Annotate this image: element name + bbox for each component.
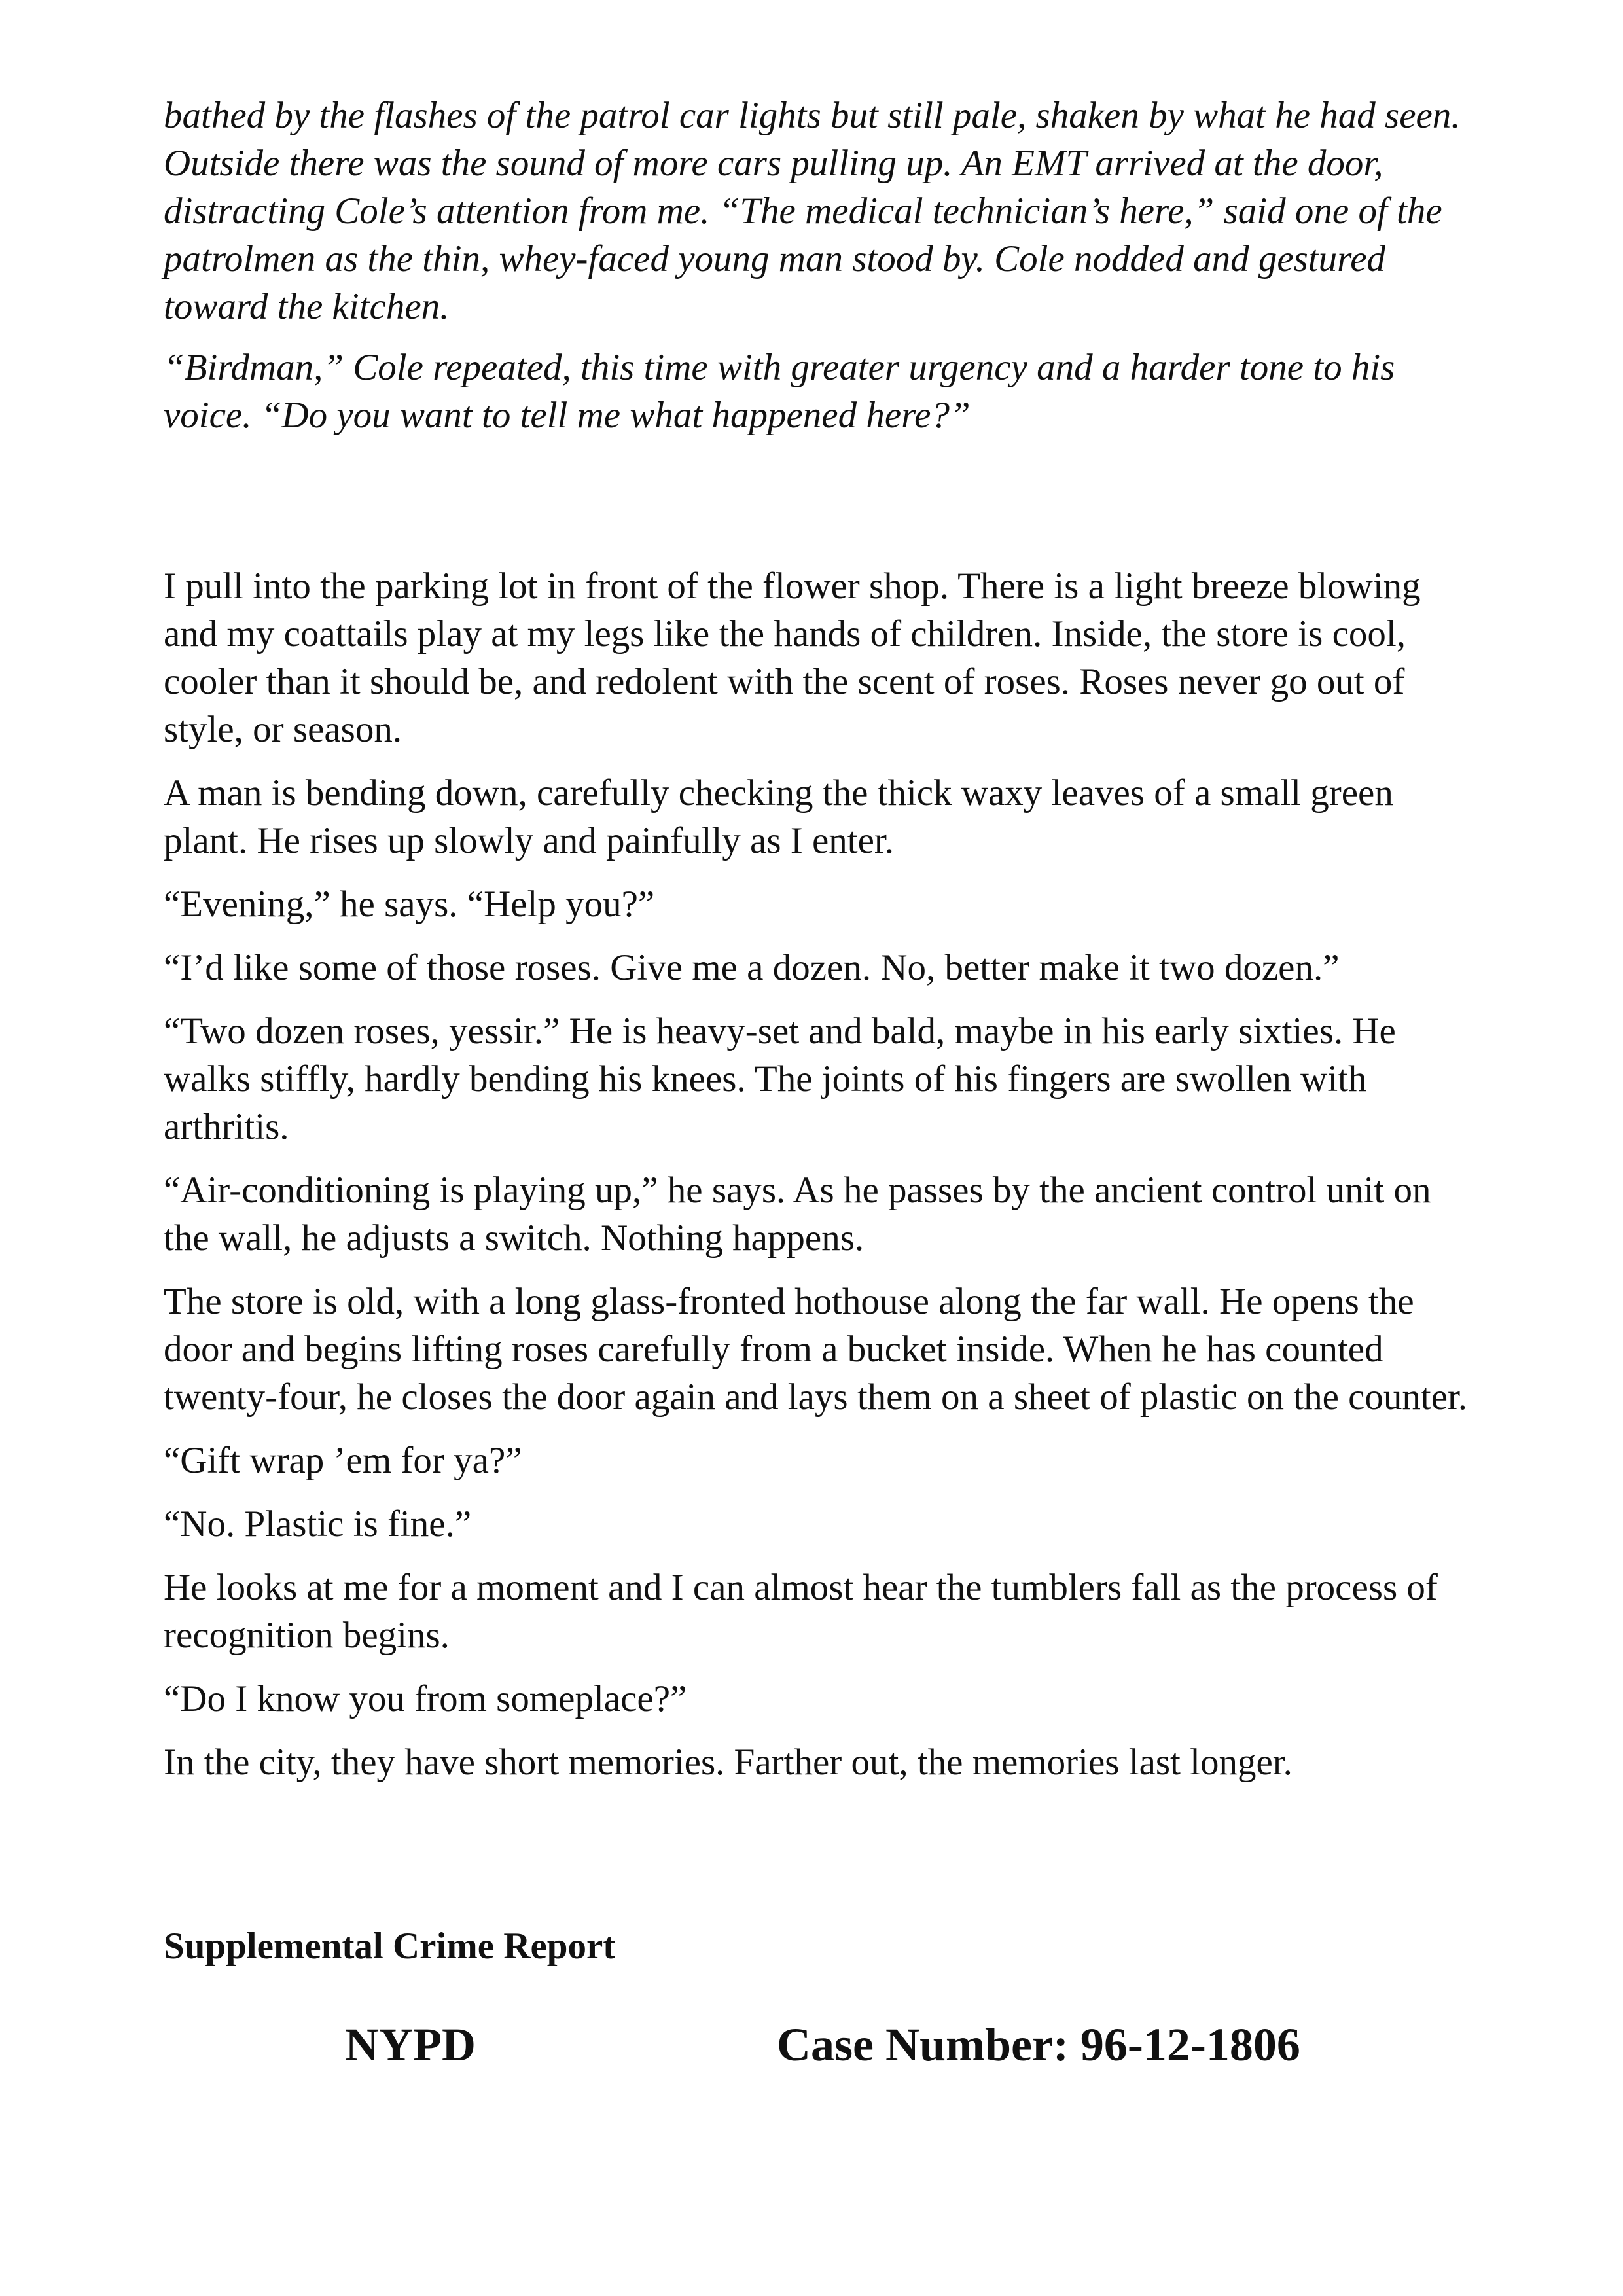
narrative-section bbox=[164, 562, 1479, 1786]
case-number: Case Number: 96-12-1806 bbox=[777, 2018, 1300, 2071]
narrative-paragraph: “Evening,” he says. “Help you?” bbox=[164, 884, 655, 925]
document-page bbox=[164, 92, 1479, 2077]
narrative-paragraph: He looks at me for a moment and I can almost hear the tumblers fall as the process of recognition begins. bbox=[164, 1567, 1438, 1656]
italic-paragraph: bathed by the flashes of the patrol car lights but still pale, shaken by what he had seen. Outside there was the sound of more cars pulling up. An EMT arrived at the door, distracting Cole’s attention from me. “The medical technician’s here,” said one of the patrolmen as the thin, whey-faced young man stood by. Cole nodded and gestured toward the kitchen. bbox=[164, 95, 1461, 327]
narrative-paragraph: “Air-conditioning is playing up,” he says. As he passes by the ancient control unit on the wall, he adjusts a switch. Nothing happens. bbox=[164, 1170, 1431, 1259]
narrative-paragraph: The store is old, with a long glass-fronted hothouse along the far wall. He opens the door and begins lifting roses carefully from a bucket inside. When he has counted twenty-four, he closes the door again and lays them on a sheet of plastic on the counter. bbox=[164, 1281, 1468, 1418]
narrative-paragraph: “I’d like some of those roses. Give me a dozen. No, better make it two dozen.” bbox=[164, 947, 1340, 988]
narrative-paragraph: “Do I know you from someplace?” bbox=[164, 1678, 687, 1719]
narrative-paragraph: I pull into the parking lot in front of the flower shop. There is a light breeze blowing and my coattails play at my legs like the hands of children. Inside, the store is cool, cooler than it should be, and redolent with the scent of roses. Roses never go out of style, or season. bbox=[164, 565, 1421, 750]
narrative-paragraph: “No. Plastic is fine.” bbox=[164, 1503, 472, 1545]
report-heading: Supplemental Crime Report bbox=[164, 1926, 616, 1967]
narrative-paragraph: A man is bending down, carefully checking the thick waxy leaves of a small green plant. He rises up slowly and painfully as I enter. bbox=[164, 772, 1393, 861]
agency-label: NYPD bbox=[345, 2018, 476, 2071]
narrative-paragraph: “Gift wrap ’em for ya?” bbox=[164, 1440, 522, 1481]
italic-passage bbox=[164, 92, 1479, 439]
narrative-paragraph: “Two dozen roses, yessir.” He is heavy-set and bald, maybe in his early sixties. He walks stiffly, hardly bending his knees. The joints of his fingers are swollen with arthritis. bbox=[164, 1011, 1396, 1147]
narrative-paragraph: In the city, they have short memories. Farther out, the memories last longer. bbox=[164, 1742, 1293, 1783]
italic-paragraph: “Birdman,” Cole repeated, this time with greater urgency and a harder tone to his voice. “Do you want to tell me what happened here?” bbox=[164, 347, 1395, 436]
report-header-line bbox=[164, 2012, 1479, 2077]
